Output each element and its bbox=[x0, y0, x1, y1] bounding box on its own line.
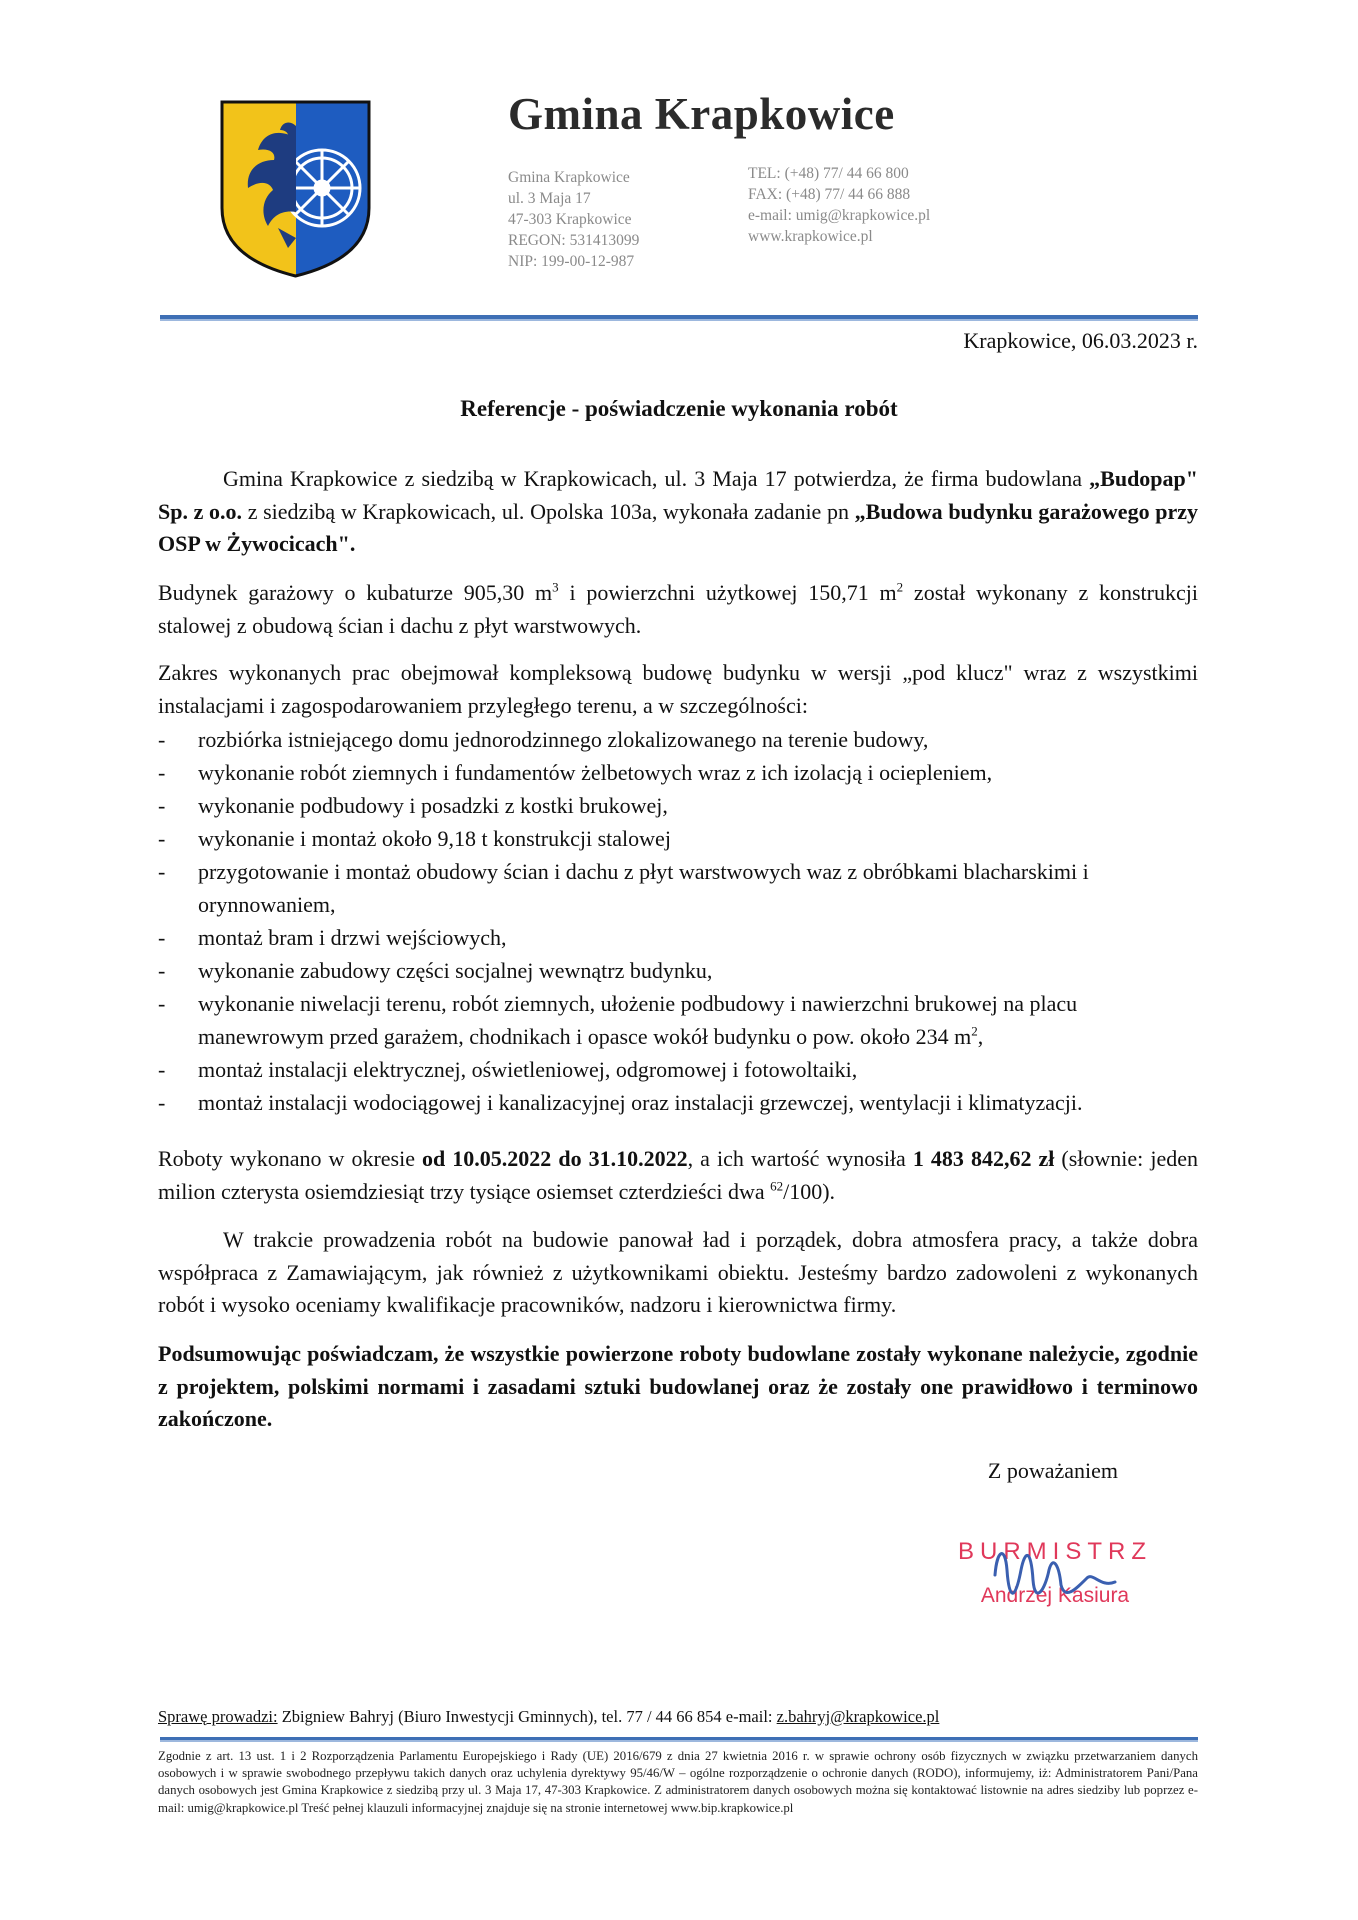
list-item bbox=[158, 987, 1198, 1053]
address-line: NIP: 199-00-12-987 bbox=[508, 253, 635, 270]
text-run: Budynek garażowy o kubaturze 905,30 m bbox=[158, 580, 553, 605]
contact-phone: TEL: (+48) 77/ 44 66 800 bbox=[748, 165, 909, 182]
document-title: Referencje - poświadczenie wykonania robót bbox=[460, 396, 898, 421]
text-run: z siedzibą w Krapkowicach, ul. Opolska 103a, wykonała zadanie pn bbox=[242, 498, 855, 524]
contract-value: 1 483 842,62 zł bbox=[912, 1146, 1055, 1171]
footer-divider bbox=[160, 1737, 1198, 1742]
text-run: Roboty wykonano w okresie bbox=[158, 1146, 423, 1171]
list-item-text: wykonanie robót ziemnych i fundamentów żelbetowych wraz z ich izolacją i ociepleniem, bbox=[198, 760, 993, 785]
text-run: , bbox=[977, 1024, 984, 1049]
handler-label: Sprawę prowadzi: bbox=[158, 1707, 278, 1726]
list-dash: - bbox=[158, 958, 166, 983]
handwritten-signature-icon bbox=[975, 1530, 1145, 1630]
list-item bbox=[158, 756, 1198, 789]
paragraph-summary: Podsumowując poświadczam, że wszystkie powierzone roboty budowlane zostały wykonane należycie, zgodnie z projektem, polskimi normami i zasadami sztuki budowlanej oraz że zostały one prawidłowo i terminowo zakończone. bbox=[158, 1341, 1198, 1431]
text-run: (słownie: jeden milion czterysta osiemdziesiąt trzy tysiące osiemset czterdzieści dwa bbox=[158, 1146, 1198, 1204]
paragraph-period-value bbox=[158, 1143, 1198, 1208]
scope-list bbox=[158, 723, 1198, 1119]
address-line: ul. 3 Maja 17 bbox=[508, 190, 591, 207]
paragraph-intro bbox=[158, 463, 1198, 561]
list-item-text: wykonanie zabudowy części socjalnej wewnątrz budynku, bbox=[198, 958, 713, 983]
contact-email[interactable]: e-mail: umig@krapkowice.pl bbox=[748, 207, 931, 224]
superscript: 2 bbox=[896, 579, 904, 595]
project-name: „Budowa budynku garażowego przy OSP w Żywocicach". bbox=[158, 498, 1198, 556]
list-dash: - bbox=[158, 1090, 166, 1115]
superscript: 2 bbox=[971, 1023, 978, 1039]
list-item bbox=[158, 855, 1198, 921]
text-run: , a ich wartość wynosiła bbox=[687, 1146, 913, 1171]
signature-stamp bbox=[955, 1530, 1155, 1630]
date-line: Krapkowice, 06.03.2023 r. bbox=[963, 328, 1198, 353]
text-run: /100). bbox=[783, 1178, 836, 1204]
list-dash: - bbox=[158, 826, 166, 851]
text-run: został wykonany z konstrukcji stalowej z obudową ścian i dachu z płyt warstwowych. bbox=[158, 580, 1198, 638]
company-name: „Budopap" Sp. z o.o. bbox=[158, 466, 1198, 524]
list-item-text: wykonanie i montaż około 9,18 t konstrukcji stalowej bbox=[198, 826, 671, 851]
stamp-title: BURMISTRZ bbox=[958, 1538, 1152, 1565]
list-dash: - bbox=[158, 991, 166, 1016]
list-dash: - bbox=[158, 1057, 166, 1082]
text-run: i powierzchni użytkowej 150,71 m bbox=[558, 580, 897, 605]
handler-text: Zbigniew Bahryj (Biuro Inwestycji Gminnych), tel. 77 / 44 66 854 e-mail: bbox=[277, 1707, 777, 1726]
closing-salutation: Z poważaniem bbox=[987, 1458, 1118, 1483]
contact-block bbox=[748, 163, 930, 247]
organization-title: Gmina Krapkowice bbox=[508, 89, 895, 139]
list-dash: - bbox=[158, 793, 166, 818]
address-block bbox=[508, 167, 639, 272]
paragraph-building bbox=[158, 577, 1198, 642]
list-item-text: wykonanie podbudowy i posadzki z kostki brukowej, bbox=[198, 793, 668, 818]
contact-website[interactable]: www.krapkowice.pl bbox=[748, 228, 873, 245]
superscript: 3 bbox=[552, 579, 559, 595]
list-item bbox=[158, 822, 1198, 855]
list-dash: - bbox=[158, 727, 166, 752]
text-run: Gmina Krapkowice z siedzibą w Krapkowicach, ul. 3 Maja 17 potwierdza, że firma budowlana bbox=[223, 466, 1090, 491]
handler-email-link[interactable]: z.bahryj@krapkowice.pl bbox=[776, 1707, 940, 1726]
paragraph-scope: Zakres wykonanych prac obejmował kompleksową budowę budynku w wersji „pod klucz" wraz z wszystkimi instalacjami i zagospodarowaniem przyległego terenu, a w szczególności: bbox=[158, 660, 1198, 718]
list-item bbox=[158, 1086, 1198, 1119]
list-dash: - bbox=[158, 859, 166, 884]
superscript: 62 bbox=[770, 1178, 784, 1194]
contact-fax: FAX: (+48) 77/ 44 66 888 bbox=[748, 186, 911, 203]
paragraph-evaluation: W trakcie prowadzenia robót na budowie panował ład i porządek, dobra atmosfera pracy, a także dobra współpraca z Zamawiającym, jak również z użytkownikami obiektu. Jesteśmy bardzo zadowoleni z wykonanych robót i wysoko oceniamy kwalifikacje pracowników, nadzoru i kierownictwa firmy. bbox=[158, 1227, 1198, 1317]
list-item bbox=[158, 954, 1198, 987]
header-divider bbox=[160, 315, 1198, 321]
list-item-text: rozbiórka istniejącego domu jednorodzinnego zlokalizowanego na terenie budowy, bbox=[198, 727, 929, 752]
list-dash: - bbox=[158, 925, 166, 950]
address-line: 47-303 Krapkowice bbox=[508, 211, 632, 228]
stamp-name: Andrzej Kasiura bbox=[980, 1584, 1130, 1607]
list-item-text: montaż bram i drzwi wejściowych, bbox=[198, 925, 507, 950]
list-item bbox=[158, 789, 1198, 822]
address-line: REGON: 531413099 bbox=[508, 232, 640, 249]
list-item bbox=[158, 921, 1198, 954]
list-dash: - bbox=[158, 760, 166, 785]
address-line: Gmina Krapkowice bbox=[508, 169, 630, 186]
case-handler bbox=[158, 1707, 939, 1727]
list-item-text: wykonanie niwelacji terenu, robót ziemnych, ułożenie podbudowy i nawierzchni brukowej na placu manewrowym przed garażem, chodnikach i opasce wokół budynku o pow. około 234 m bbox=[198, 991, 1078, 1049]
coat-of-arms-icon bbox=[218, 98, 373, 280]
list-item-text: przygotowanie i montaż obudowy ścian i dachu z płyt warstwowych waz z obróbkami blacharskimi i orynnowaniem, bbox=[198, 859, 1089, 917]
list-item-text: montaż instalacji elektrycznej, oświetleniowej, odgromowej i fotowoltaiki, bbox=[198, 1057, 858, 1082]
list-item bbox=[158, 723, 1198, 756]
list-item bbox=[158, 1053, 1198, 1086]
work-period: od 10.05.2022 do 31.10.2022 bbox=[422, 1146, 688, 1171]
gdpr-notice: Zgodnie z art. 13 ust. 1 i 2 Rozporządzenia Parlamentu Europejskiego i Rady (UE) 2016/679 z dnia 27 kwietnia 2016 r. w sprawie ochrony osób fizycznych w związku przetwarzaniem danych osobowych i w sprawie swobodnego przepływu takich danych oraz uchylenia dyrektywy 95/46/W – ogólne rozporządzenie o ochronie danych (RODO), informujemy, iż: Administratorem Pani/Pana danych osobowych jest Gmina Krapkowice z siedzibą przy ul. 3 Maja 17, 47-303 Krapkowice. Z administratorem danych osobowych można się kontaktować listownie na adres siedziby lub poprzez e-mail: umig@krapkowice.pl Treść pełnej klauzuli informacyjnej znajduje się na stronie internetowej www.bip.krapkowice.pl bbox=[158, 1749, 1198, 1815]
list-item-text: montaż instalacji wodociągowej i kanalizacyjnej oraz instalacji grzewczej, wentylacji i klimatyzacji. bbox=[198, 1090, 1083, 1115]
